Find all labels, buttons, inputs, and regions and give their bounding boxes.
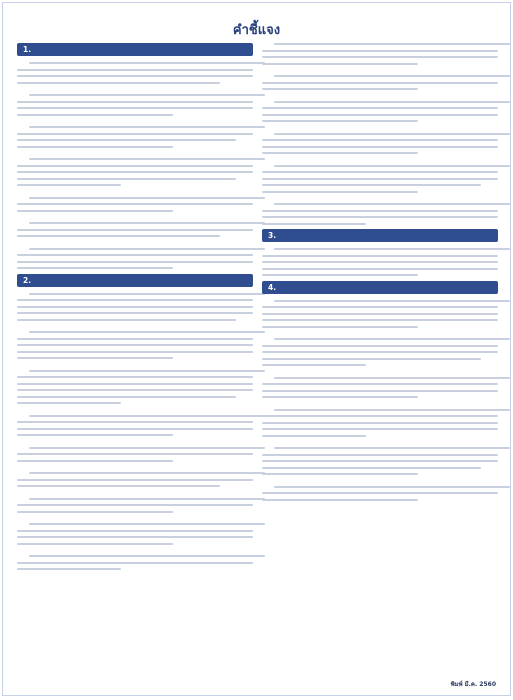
text-line bbox=[262, 191, 418, 193]
text-line bbox=[29, 331, 265, 333]
paragraph-gap bbox=[17, 409, 253, 415]
text-line bbox=[17, 562, 253, 564]
text-line bbox=[17, 383, 253, 385]
text-line bbox=[17, 338, 253, 340]
text-line bbox=[29, 447, 265, 449]
text-line bbox=[262, 107, 498, 109]
section-number: 1. bbox=[23, 45, 32, 54]
text-line bbox=[262, 358, 481, 360]
text-line bbox=[17, 107, 253, 109]
text-line bbox=[262, 319, 498, 321]
text-line bbox=[17, 568, 121, 570]
text-line bbox=[262, 139, 498, 141]
text-line bbox=[17, 254, 253, 256]
text-line bbox=[262, 146, 498, 148]
text-line bbox=[262, 313, 498, 315]
paragraph-gap bbox=[262, 127, 498, 133]
text-line bbox=[262, 383, 498, 385]
text-line bbox=[274, 133, 510, 135]
section-number: 3. bbox=[268, 231, 277, 240]
paragraph-gap bbox=[17, 191, 253, 197]
text-line bbox=[29, 94, 265, 96]
text-line bbox=[17, 267, 173, 269]
text-line bbox=[262, 152, 418, 154]
text-line bbox=[262, 223, 366, 225]
text-line bbox=[262, 184, 481, 186]
text-line bbox=[17, 389, 253, 391]
text-line bbox=[262, 435, 366, 437]
text-line bbox=[29, 555, 265, 557]
text-line bbox=[17, 357, 173, 359]
text-line bbox=[29, 523, 265, 525]
paragraph-gap bbox=[17, 492, 253, 498]
text-line bbox=[17, 402, 121, 404]
text-line bbox=[17, 351, 253, 353]
text-line bbox=[17, 536, 253, 538]
text-line bbox=[262, 396, 418, 398]
text-line bbox=[17, 319, 236, 321]
text-line bbox=[274, 248, 510, 250]
text-line bbox=[29, 370, 265, 372]
text-line bbox=[262, 351, 498, 353]
text-line bbox=[17, 453, 253, 455]
text-line bbox=[274, 338, 510, 340]
text-line bbox=[262, 120, 418, 122]
text-line bbox=[17, 229, 253, 231]
text-line bbox=[262, 467, 481, 469]
text-line bbox=[17, 306, 253, 308]
text-line bbox=[262, 415, 498, 417]
text-line bbox=[17, 312, 253, 314]
text-line bbox=[29, 498, 265, 500]
text-line bbox=[262, 88, 418, 90]
paragraph-gap bbox=[262, 403, 498, 409]
text-line bbox=[17, 165, 253, 167]
section-3-body bbox=[262, 248, 498, 276]
section-number: 4. bbox=[268, 282, 277, 292]
text-line bbox=[29, 293, 265, 295]
paragraph-gap bbox=[17, 242, 253, 248]
text-line bbox=[29, 158, 265, 160]
text-line bbox=[29, 126, 265, 128]
text-line bbox=[17, 299, 253, 301]
text-line bbox=[262, 56, 498, 58]
text-line bbox=[262, 454, 498, 456]
text-line bbox=[274, 409, 510, 411]
text-line bbox=[262, 171, 498, 173]
section-2-continued-body bbox=[262, 43, 498, 225]
text-line bbox=[17, 203, 253, 205]
text-line bbox=[29, 472, 265, 474]
text-line bbox=[274, 377, 510, 379]
text-line bbox=[262, 326, 418, 328]
text-line bbox=[262, 114, 498, 116]
paragraph-gap bbox=[17, 364, 253, 370]
text-line bbox=[274, 447, 510, 449]
text-line bbox=[17, 530, 253, 532]
text-line bbox=[17, 171, 253, 173]
section-4-body bbox=[262, 300, 498, 501]
section-number: 2. bbox=[23, 275, 32, 285]
text-line bbox=[262, 268, 498, 270]
text-line bbox=[17, 434, 173, 436]
text-line bbox=[262, 255, 498, 257]
text-line bbox=[29, 415, 265, 417]
text-line bbox=[17, 428, 253, 430]
text-line bbox=[262, 216, 498, 218]
text-line bbox=[17, 139, 236, 141]
text-line bbox=[17, 511, 173, 513]
text-line bbox=[262, 63, 418, 65]
text-line bbox=[262, 345, 498, 347]
left-column bbox=[17, 43, 253, 575]
text-line bbox=[17, 133, 253, 135]
text-line bbox=[29, 248, 265, 250]
text-line bbox=[274, 101, 510, 103]
text-line bbox=[17, 210, 173, 212]
section-1-body bbox=[17, 62, 253, 269]
text-line bbox=[17, 82, 220, 84]
print-date: พิมพ์ มี.ค. 2560 bbox=[450, 681, 496, 688]
text-line bbox=[17, 178, 236, 180]
text-line bbox=[17, 114, 173, 116]
paragraph-gap bbox=[262, 371, 498, 377]
text-line bbox=[29, 222, 265, 224]
text-line bbox=[274, 486, 510, 488]
text-line bbox=[17, 485, 220, 487]
page-title: คำชี้แจง bbox=[232, 23, 281, 38]
section-2-body bbox=[17, 293, 253, 571]
text-line bbox=[262, 364, 366, 366]
text-line bbox=[17, 396, 236, 398]
text-line bbox=[262, 390, 498, 392]
text-line bbox=[262, 50, 498, 52]
text-line bbox=[17, 344, 253, 346]
text-line bbox=[17, 146, 173, 148]
text-line bbox=[262, 473, 418, 475]
paragraph-gap bbox=[262, 159, 498, 165]
section-heading-2 bbox=[17, 274, 253, 287]
text-line bbox=[17, 69, 253, 71]
text-line bbox=[274, 43, 510, 45]
text-line bbox=[262, 499, 418, 501]
text-line bbox=[29, 62, 265, 64]
text-line bbox=[262, 178, 498, 180]
text-line bbox=[17, 543, 173, 545]
text-line bbox=[17, 479, 253, 481]
text-line bbox=[17, 235, 220, 237]
text-line bbox=[17, 460, 173, 462]
text-line bbox=[274, 203, 510, 205]
section-heading-1 bbox=[17, 43, 253, 56]
text-line bbox=[17, 184, 121, 186]
paragraph-gap bbox=[17, 441, 253, 447]
text-line bbox=[17, 261, 253, 263]
text-line bbox=[262, 274, 418, 276]
text-line bbox=[274, 300, 510, 302]
paragraph-gap bbox=[262, 480, 498, 486]
text-line bbox=[262, 82, 498, 84]
text-line bbox=[17, 101, 253, 103]
document-page bbox=[2, 2, 511, 696]
right-column bbox=[262, 43, 498, 505]
text-line bbox=[262, 306, 498, 308]
text-line bbox=[17, 75, 253, 77]
text-line bbox=[262, 210, 498, 212]
text-line bbox=[17, 376, 253, 378]
text-line bbox=[274, 165, 510, 167]
text-line bbox=[262, 422, 498, 424]
text-line bbox=[262, 460, 498, 462]
paragraph-gap bbox=[262, 95, 498, 101]
text-line bbox=[29, 197, 265, 199]
section-heading-4 bbox=[262, 281, 498, 294]
text-line bbox=[262, 492, 498, 494]
text-line bbox=[262, 261, 498, 263]
section-heading-3 bbox=[262, 229, 498, 242]
text-line bbox=[17, 421, 253, 423]
text-line bbox=[274, 75, 510, 77]
text-line bbox=[262, 428, 498, 430]
text-line bbox=[17, 504, 253, 506]
